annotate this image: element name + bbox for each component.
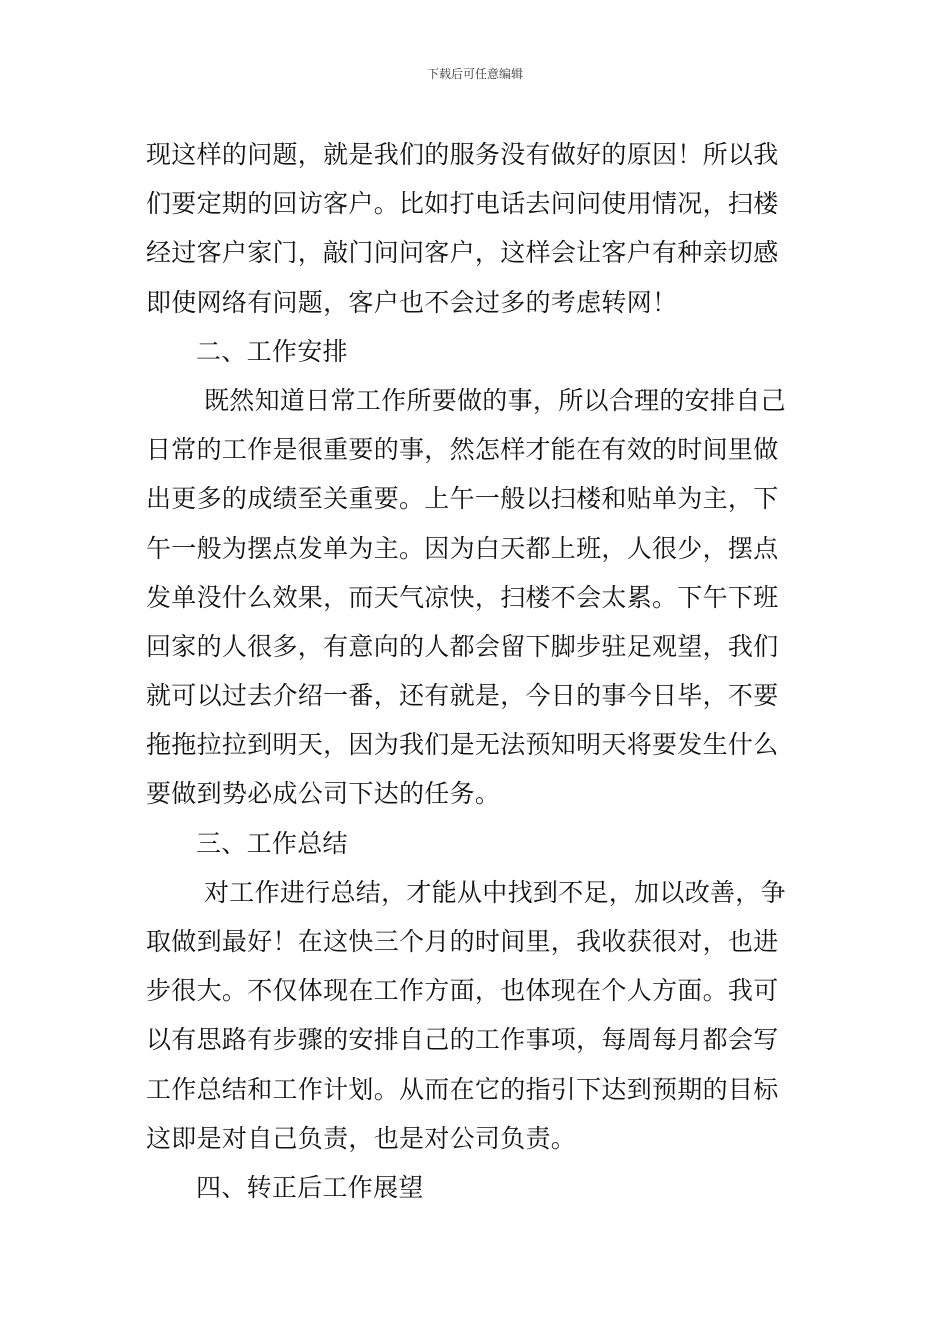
text-line: 工作总结和工作计划。从而在它的指引下达到预期的目标 <box>146 1074 779 1104</box>
text-line: 经过客户家门，敲门问问客户，这样会让客户有种亲切感 <box>146 238 779 268</box>
text-line: 就可以过去介绍一番，还有就是，今日的事今日毕，不要 <box>146 681 779 711</box>
text-line: 这即是对自己负责，也是对公司负责。 <box>146 1123 577 1153</box>
text-line: 午一般为摆点发单为主。因为白天都上班，人很少，摆点 <box>146 533 779 563</box>
section-heading: 三、工作总结 <box>196 828 348 858</box>
section-heading: 四、转正后工作展望 <box>196 1172 424 1202</box>
text-line: 回家的人很多，有意向的人都会留下脚步驻足观望，我们 <box>146 631 779 661</box>
text-line: 以有思路有步骤的安排自己的工作事项，每周每月都会写 <box>146 1025 779 1055</box>
text-line: 即使网络有问题，客户也不会过多的考虑转网！ <box>146 287 678 317</box>
text-line: 出更多的成绩至关重要。上午一般以扫楼和贴单为主，下 <box>146 484 779 514</box>
text-line: 取做到最好！在这快三个月的时间里，我收获很对，也进 <box>146 927 779 956</box>
paragraph-first-line: 对工作进行总结，才能从中找到不足，加以改善，争 <box>204 877 786 907</box>
text-line: 步很大。不仅体现在工作方面，也体现在个人方面。我可 <box>146 976 779 1006</box>
text-line: 们要定期的回访客户。比如打电话去问问使用情况，扫楼 <box>146 189 779 219</box>
text-line: 现这样的问题，就是我们的服务没有做好的原因！所以我 <box>146 140 779 169</box>
text-line: 拖拖拉拉到明天，因为我们是无法预知明天将要发生什么 <box>146 730 779 760</box>
text-line: 要做到势必成公司下达的任务。 <box>146 779 501 809</box>
text-line: 日常的工作是很重要的事，然怎样才能在有效的时间里做 <box>146 435 779 465</box>
paragraph-first-line: 既然知道日常工作所要做的事，所以合理的安排自己 <box>204 385 786 415</box>
section-heading: 二、工作安排 <box>196 336 348 366</box>
text-line: 发单没什么效果，而天气凉快，扫楼不会太累。下午下班 <box>146 582 779 612</box>
page-header: 下载后可任意编辑 <box>426 67 523 81</box>
document-body <box>146 130 806 1212</box>
